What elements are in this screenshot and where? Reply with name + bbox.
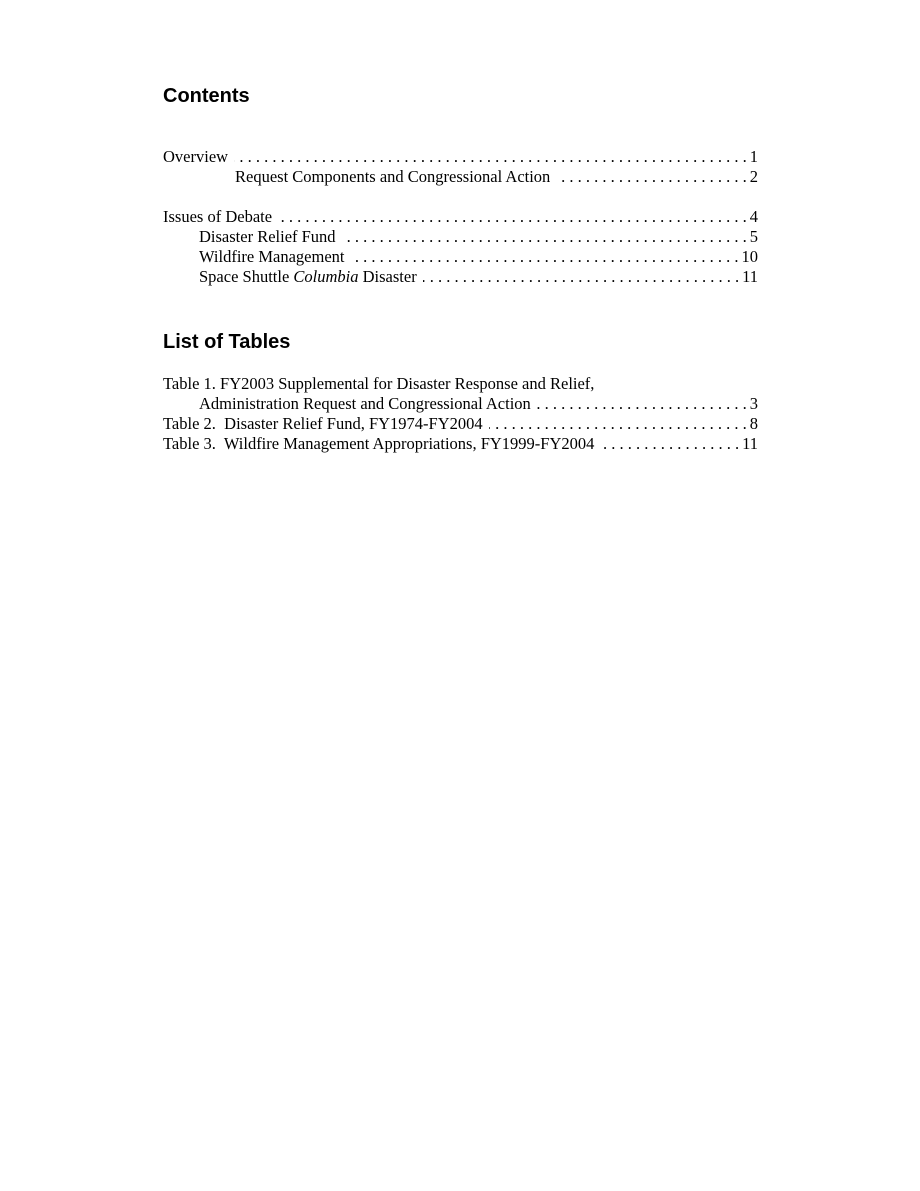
table-entry-2[interactable] — [163, 414, 758, 434]
table-entry-title: Table 3. Wildfire Management Appropriations, FY1999-FY2004 — [163, 434, 595, 453]
toc-entry-overview[interactable] — [163, 147, 758, 167]
toc-entry-page: 1 — [749, 147, 758, 166]
dot-leader — [489, 414, 747, 434]
dot-leader — [600, 434, 739, 454]
table-entry-1-line1[interactable]: Table 1. FY2003 Supplemental for Disaster Response and Relief, — [163, 374, 595, 393]
dot-leader — [556, 167, 746, 187]
list-of-tables-heading: List of Tables — [163, 331, 291, 353]
table-entry-1[interactable] — [163, 394, 758, 414]
toc-entry-disaster-relief-fund[interactable] — [163, 227, 758, 247]
toc-entry-title: Issues of Debate — [163, 207, 273, 226]
toc-entry-request-components[interactable] — [163, 167, 758, 187]
contents-heading: Contents — [163, 85, 250, 107]
toc-entry-page: 2 — [749, 167, 758, 186]
dot-leader — [351, 247, 739, 267]
section-gap — [163, 187, 758, 207]
table-entry-page: 8 — [749, 414, 758, 433]
toc-entry-page: 11 — [742, 267, 758, 286]
table-entry-page: 11 — [742, 434, 758, 453]
toc-entry-title: Disaster Relief Fund — [199, 227, 336, 246]
toc-entry-title-after: Disaster — [358, 267, 417, 286]
toc-entry-page: 5 — [749, 227, 758, 246]
dot-leader — [423, 267, 739, 287]
toc-entry-title: Wildfire Management — [199, 247, 345, 266]
toc-entry-space-shuttle-columbia[interactable] — [163, 267, 758, 287]
dot-leader — [342, 227, 747, 247]
toc-entry-title-italic: Columbia — [293, 267, 359, 286]
dot-leader — [537, 394, 747, 414]
toc-entry-title: Overview — [163, 147, 229, 166]
contents-list — [163, 147, 758, 287]
table-entry-title: Table 2. Disaster Relief Fund, FY1974-FY2004 — [163, 414, 483, 433]
table-entry-3[interactable] — [163, 434, 758, 454]
toc-entry-wildfire-management[interactable] — [163, 247, 758, 267]
dot-leader — [234, 147, 747, 167]
dot-leader — [278, 207, 747, 227]
toc-entry-page: 10 — [741, 247, 758, 266]
toc-entry-title-before: Space Shuttle — [199, 267, 294, 286]
table-entry-page: 3 — [749, 394, 758, 413]
toc-entry-title: Request Components and Congressional Action — [235, 167, 551, 186]
tables-list — [163, 374, 758, 454]
toc-entry-issues-of-debate[interactable] — [163, 207, 758, 227]
toc-entry-page: 4 — [749, 207, 758, 226]
toc-entry-title — [199, 267, 417, 287]
table-entry-title: Administration Request and Congressional Action — [199, 394, 531, 413]
